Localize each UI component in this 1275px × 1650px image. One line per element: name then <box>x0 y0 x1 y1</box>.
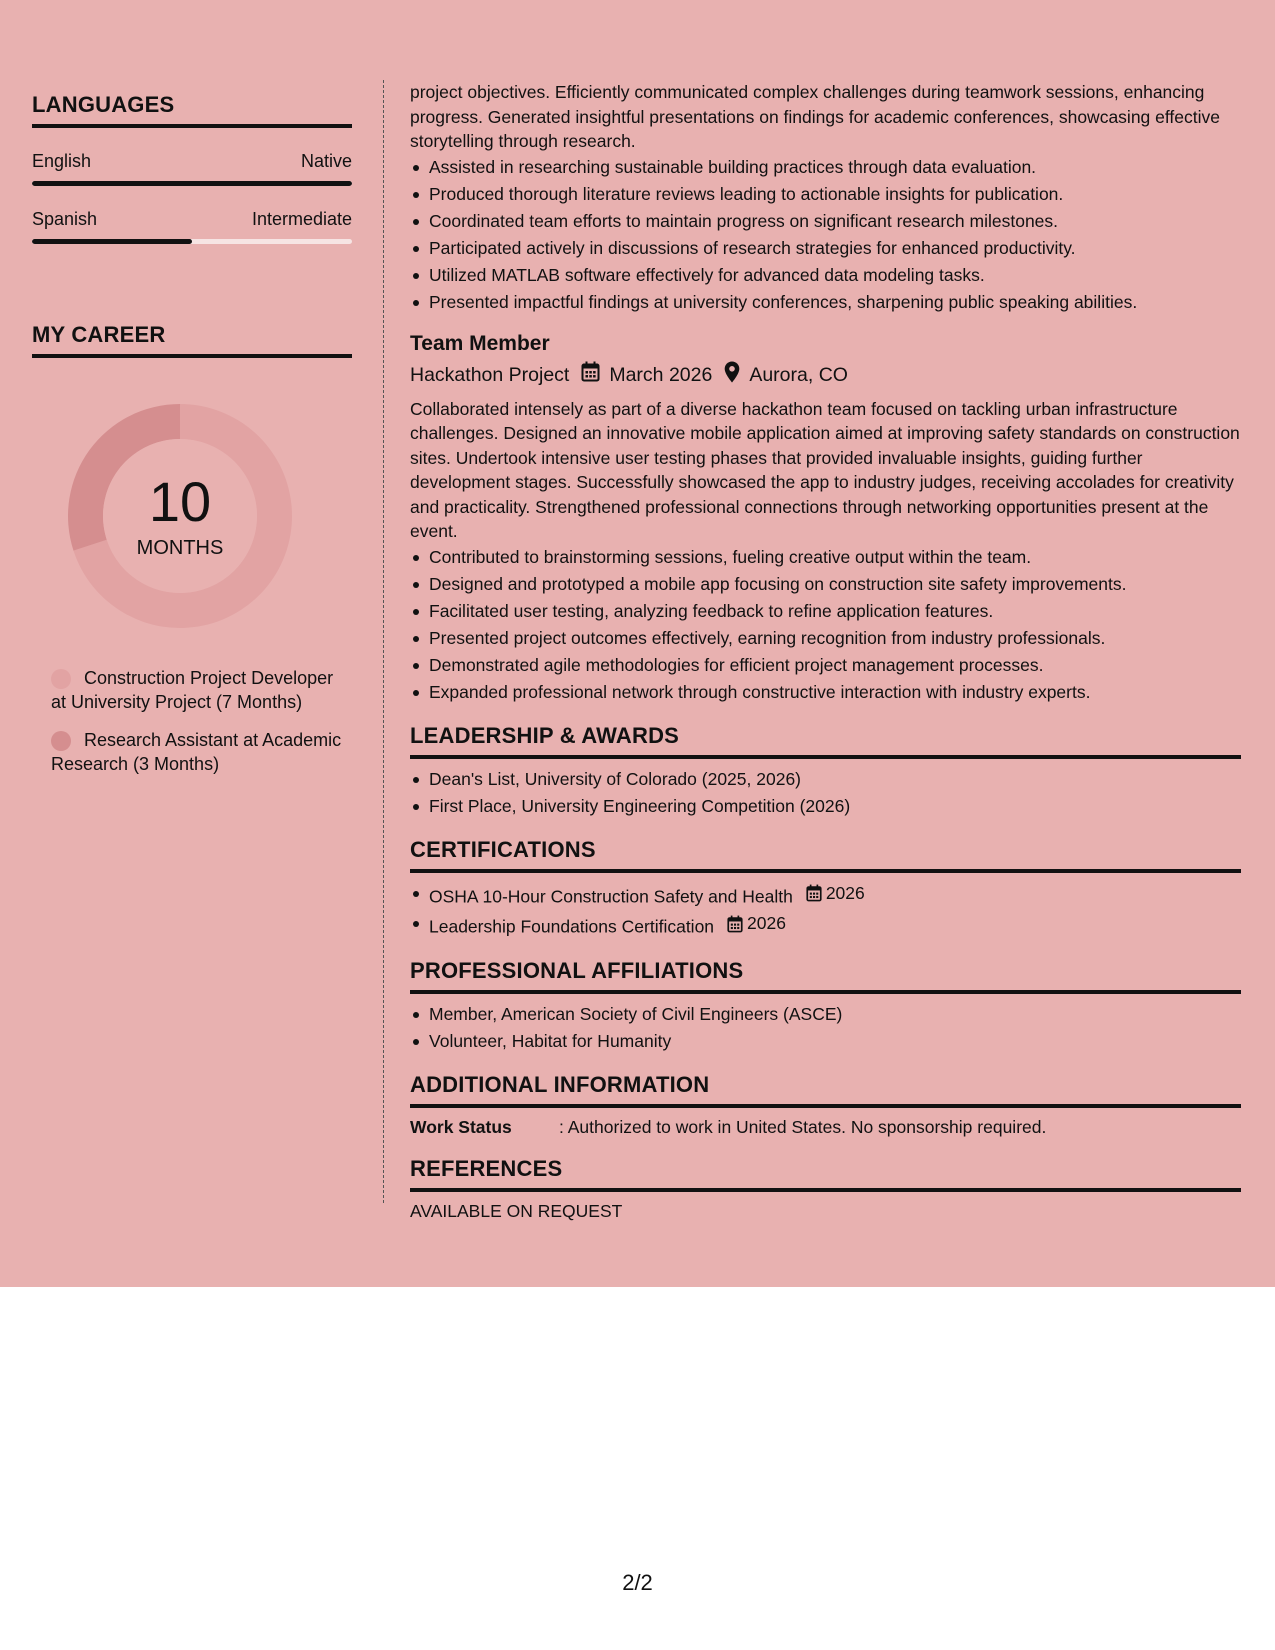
certification-item <box>410 880 1241 911</box>
bullet-item: Utilized MATLAB software effectively for advanced data modeling tasks. <box>410 262 1241 289</box>
bullet-item: Presented project outcomes effectively, earning recognition from industry professionals. <box>410 625 1241 652</box>
affiliation-item: Member, American Society of Civil Engineers (ASCE) <box>410 1001 1241 1028</box>
job-bullets <box>410 544 1241 706</box>
references-text: AVAILABLE ON REQUEST <box>410 1200 623 1221</box>
job-meta <box>410 361 1241 390</box>
experience-entry <box>410 331 1241 706</box>
leadership-list <box>410 766 1241 820</box>
right-column <box>410 80 1241 1223</box>
language-level-fill <box>32 239 192 244</box>
experience-bullets <box>410 154 1241 316</box>
language-level-fill <box>32 181 352 186</box>
language-name: English <box>32 151 92 171</box>
bullet-item: Assisted in researching sustainable building practices through data evaluation. <box>410 154 1241 181</box>
bullet-item: Demonstrated agile methodologies for efficient project management processes. <box>410 652 1241 679</box>
bullet-item: Contributed to brainstorming sessions, fueling creative output within the team. <box>410 544 1241 571</box>
job-company: Hackathon Project <box>410 364 570 386</box>
language-level-bar <box>32 239 352 244</box>
certifications-list <box>410 880 1241 941</box>
section-rule <box>410 990 1241 994</box>
section-rule <box>32 354 352 358</box>
job-date: March 2026 <box>609 364 713 386</box>
section-rule <box>32 124 352 128</box>
career-legend-item <box>51 666 352 714</box>
work-status-value: : Authorized to work in United States. No sponsorship required. <box>559 1116 1047 1137</box>
location-pin-icon <box>724 361 740 390</box>
career-donut-chart <box>66 402 294 630</box>
bullet-item: Facilitated user testing, analyzing feedback to refine application features. <box>410 598 1241 625</box>
award-item: Dean's List, University of Colorado (2025, 2026) <box>410 766 1241 793</box>
career-legend-item <box>51 728 352 776</box>
languages-title: LANGUAGES <box>32 92 175 117</box>
legend-dot <box>51 731 71 751</box>
section-rule <box>410 1104 1241 1108</box>
affiliation-item: Volunteer, Habitat for Humanity <box>410 1028 1241 1055</box>
career-total-unit: MONTHS <box>136 537 224 559</box>
language-item <box>32 208 352 244</box>
career-title: MY CAREER <box>32 322 166 347</box>
section-rule <box>410 869 1241 873</box>
work-status-row <box>410 1115 1241 1139</box>
language-item <box>32 150 352 186</box>
bullet-item: Produced thorough literature reviews leading to actionable insights for publication. <box>410 181 1241 208</box>
additional-info-title: ADDITIONAL INFORMATION <box>410 1071 710 1097</box>
certification-date <box>806 880 865 907</box>
certification-name: OSHA 10-Hour Construction Safety and Health <box>429 886 793 906</box>
affiliations-section <box>410 958 1241 1055</box>
languages-section <box>32 92 352 244</box>
bullet-item: Coordinated team efforts to maintain progress on significant research milestones. <box>410 208 1241 235</box>
column-divider <box>383 80 384 1203</box>
references-section <box>410 1156 1241 1223</box>
career-total-months: 10 <box>148 470 212 533</box>
bullet-item: Designed and prototyped a mobile app focusing on construction site safety improvements. <box>410 571 1241 598</box>
certifications-section <box>410 837 1241 941</box>
language-level-bar <box>32 181 352 186</box>
section-rule <box>410 755 1241 759</box>
experience-description: project objectives. Efficiently communicated complex challenges during teamwork sessions, enhancing progress. Generated insightful presentations on findings for academic conferences, showcasing effective storytelling through research. <box>410 82 1220 151</box>
section-rule <box>410 1188 1241 1192</box>
calendar-icon <box>727 915 743 933</box>
bullet-item: Expanded professional network through constructive interaction with industry experts. <box>410 679 1241 706</box>
left-column <box>32 92 352 790</box>
leadership-title: LEADERSHIP & AWARDS <box>410 722 680 748</box>
additional-info-section <box>410 1072 1241 1139</box>
affiliations-list <box>410 1001 1241 1055</box>
certification-date <box>727 910 786 937</box>
legend-dot <box>51 669 71 689</box>
job-title: Team Member <box>410 331 550 355</box>
certification-item <box>410 910 1241 941</box>
calendar-icon <box>806 884 822 902</box>
affiliations-title: PROFESSIONAL AFFILIATIONS <box>410 957 744 983</box>
certification-name: Leadership Foundations Certification <box>429 916 715 937</box>
references-title: REFERENCES <box>410 1155 563 1181</box>
certifications-title: CERTIFICATIONS <box>410 836 596 862</box>
leadership-section <box>410 723 1241 820</box>
calendar-icon <box>581 361 600 389</box>
career-legend-label: Research Assistant at Academic Research (3 Months) <box>51 730 342 774</box>
page-number: 2/2 <box>622 1570 653 1595</box>
certification-year: 2026 <box>747 913 786 933</box>
job-location: Aurora, CO <box>749 364 848 386</box>
language-name: Spanish <box>32 209 98 229</box>
career-legend <box>51 666 352 776</box>
work-status-label: Work Status <box>410 1116 512 1137</box>
job-description: Collaborated intensely as part of a diverse hackathon team focused on tackling urban infrastructure challenges. Designed an innovative mobile application aimed at improving safety standards on construction sites. Undertook intensive user testing phases that provided invaluable insights, guiding further development stages. Successfully showcased the app to industry judges, receiving accolades for creativity and practicality. Strengthened professional connections through networking opportunities present at the event. <box>410 398 1240 541</box>
award-item: First Place, University Engineering Competition (2026) <box>410 793 1241 820</box>
career-section <box>32 322 352 776</box>
language-level: Intermediate <box>251 209 352 229</box>
career-legend-label: Construction Project Developer at University Project (7 Months) <box>51 668 334 712</box>
language-level: Native <box>300 151 352 171</box>
certification-year: 2026 <box>825 882 865 903</box>
bullet-item: Presented impactful findings at university conferences, sharpening public speaking abilities. <box>410 289 1241 316</box>
bullet-item: Participated actively in discussions of research strategies for enhanced productivity. <box>410 235 1241 262</box>
